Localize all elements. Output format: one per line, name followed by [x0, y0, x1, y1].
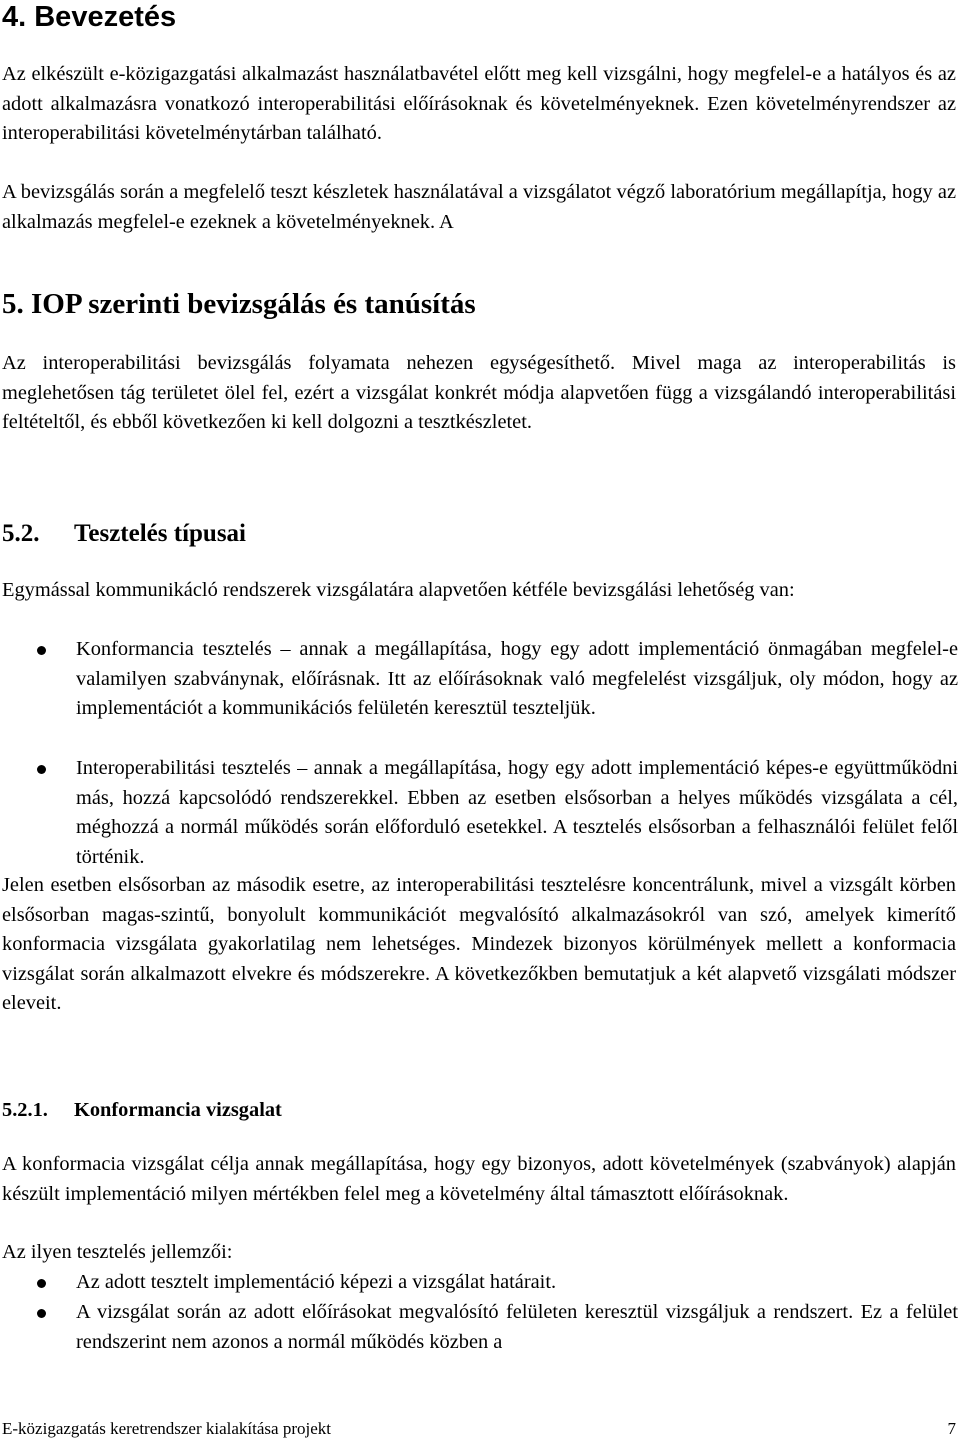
section-5-2-1-paragraph-2: Az ilyen tesztelés jellemzői:: [2, 1241, 233, 1263]
section-5-2-intro: Egymással kommunikácló rendszerek vizsgálatára alapvetően kétféle bevizsgálási lehetőség van:: [2, 579, 795, 601]
section-5-2-1-heading: [2, 1096, 282, 1124]
section-4-heading: 4. Bevezetés: [2, 1, 177, 33]
section-5-2-1-title: Konformancia vizsgalat: [74, 1099, 282, 1121]
list-item-text: A vizsgálat során az adott előírásokat megvalósító felületen keresztül vizsgáljuk a rendszert. Ez a felület rendszerint nem azonos a normál működés közben a: [76, 1301, 958, 1353]
bullet-icon: [37, 1309, 46, 1318]
section-4-paragraph-1: Az elkészült e-közigazgatási alkalmazást használatbavétel előtt meg kell vizsgálni, hogy megfelel-e a hatályos és az adott alkalmazásra vonatkozó interoperabilitási előírásoknak és követelményeknek. Ezen követelményrendszer az interoperabilitási követelménytárban található.: [2, 63, 956, 145]
section-5-heading: 5. IOP szerinti bevizsgálás és tanúsítás: [2, 288, 476, 320]
bullet-icon: [37, 1279, 46, 1288]
list-item-text: Interoperabilitási tesztelés – annak a megállapítása, hogy egy adott implementáció képes-e együttműködni más, hozzá kapcsolódó rendszerekkel. Ebben az esetben elsősorban a helyes működés vizsgálata a cél, méghozzá a normál működés során előforduló esetekkel. A tesztelés elsősorban a felhasználói felület felől történik.: [76, 757, 958, 868]
section-5-2-1-number: 5.2.1.: [2, 1099, 48, 1121]
footer-project-title: E-közigazgatás keretrendszer kialakítása projekt: [2, 1419, 331, 1438]
section-5-2-number: 5.2.: [2, 520, 40, 547]
section-5-2-title: Tesztelés típusai: [74, 520, 246, 547]
list-item-text: Az adott tesztelt implementáció képezi a vizsgálat határait.: [76, 1271, 557, 1293]
section-5-2-heading: [2, 518, 246, 550]
section-5-2-paragraph-2: Jelen esetben elsősorban az második esetre, az interoperabilitási tesztelésre koncentrálunk, mivel a vizsgált körben elsősorban magas-szintű, bonyolult kommunikációt megvalósító alkalmazásokról van szó, amelyek kimerítő konformacia vizsgálata gyakorlatilag nem lehetséges. Mindezek bizonyos körülmények mellett a konformacia vizsgálat során alkalmazott elvekre és módszerekre. A következőkben bemutatjuk a két alapvető vizsgálati módszer eleveit.: [2, 874, 956, 1015]
section-5-paragraph-1: Az interoperabilitási bevizsgálás folyamata nehezen egységesíthető. Mivel maga az interoperabilitás is meglehetősen tág területet ölel fel, ezért a vizsgálat konkrét módja alapvetően függ a vizsgálandó interoperabilitási feltételtől, és ebből következően ki kell dolgozni a tesztkészletet.: [2, 352, 956, 434]
bullet-icon: [37, 646, 46, 655]
footer-page-number: 7: [947, 1419, 956, 1438]
section-5-2-1-paragraph-1: A konformacia vizsgálat célja annak megállapítása, hogy egy bizonyos, adott követelmények (szabványok) alapján készült implementáció milyen mértékben felel meg a követelmény által támasztott előírásoknak.: [2, 1153, 956, 1205]
bullet-icon: [37, 765, 46, 774]
list-item-text: Konformancia tesztelés – annak a megállapítása, hogy egy adott implementáció önmagában megfelel-e valamilyen szabványnak, előírásnak. Itt az előírásoknak való megfelelést vizsgáljuk, oly módon, hogy az implementációt a kommunikációs felületén keresztül teszteljük.: [76, 638, 958, 720]
section-4-paragraph-2: A bevizsgálás során a megfelelő teszt készletek használatával a vizsgálatot végző laboratórium megállapítja, hogy az alkalmazás megfelel-e ezeknek a követelményeknek. A: [2, 181, 956, 233]
